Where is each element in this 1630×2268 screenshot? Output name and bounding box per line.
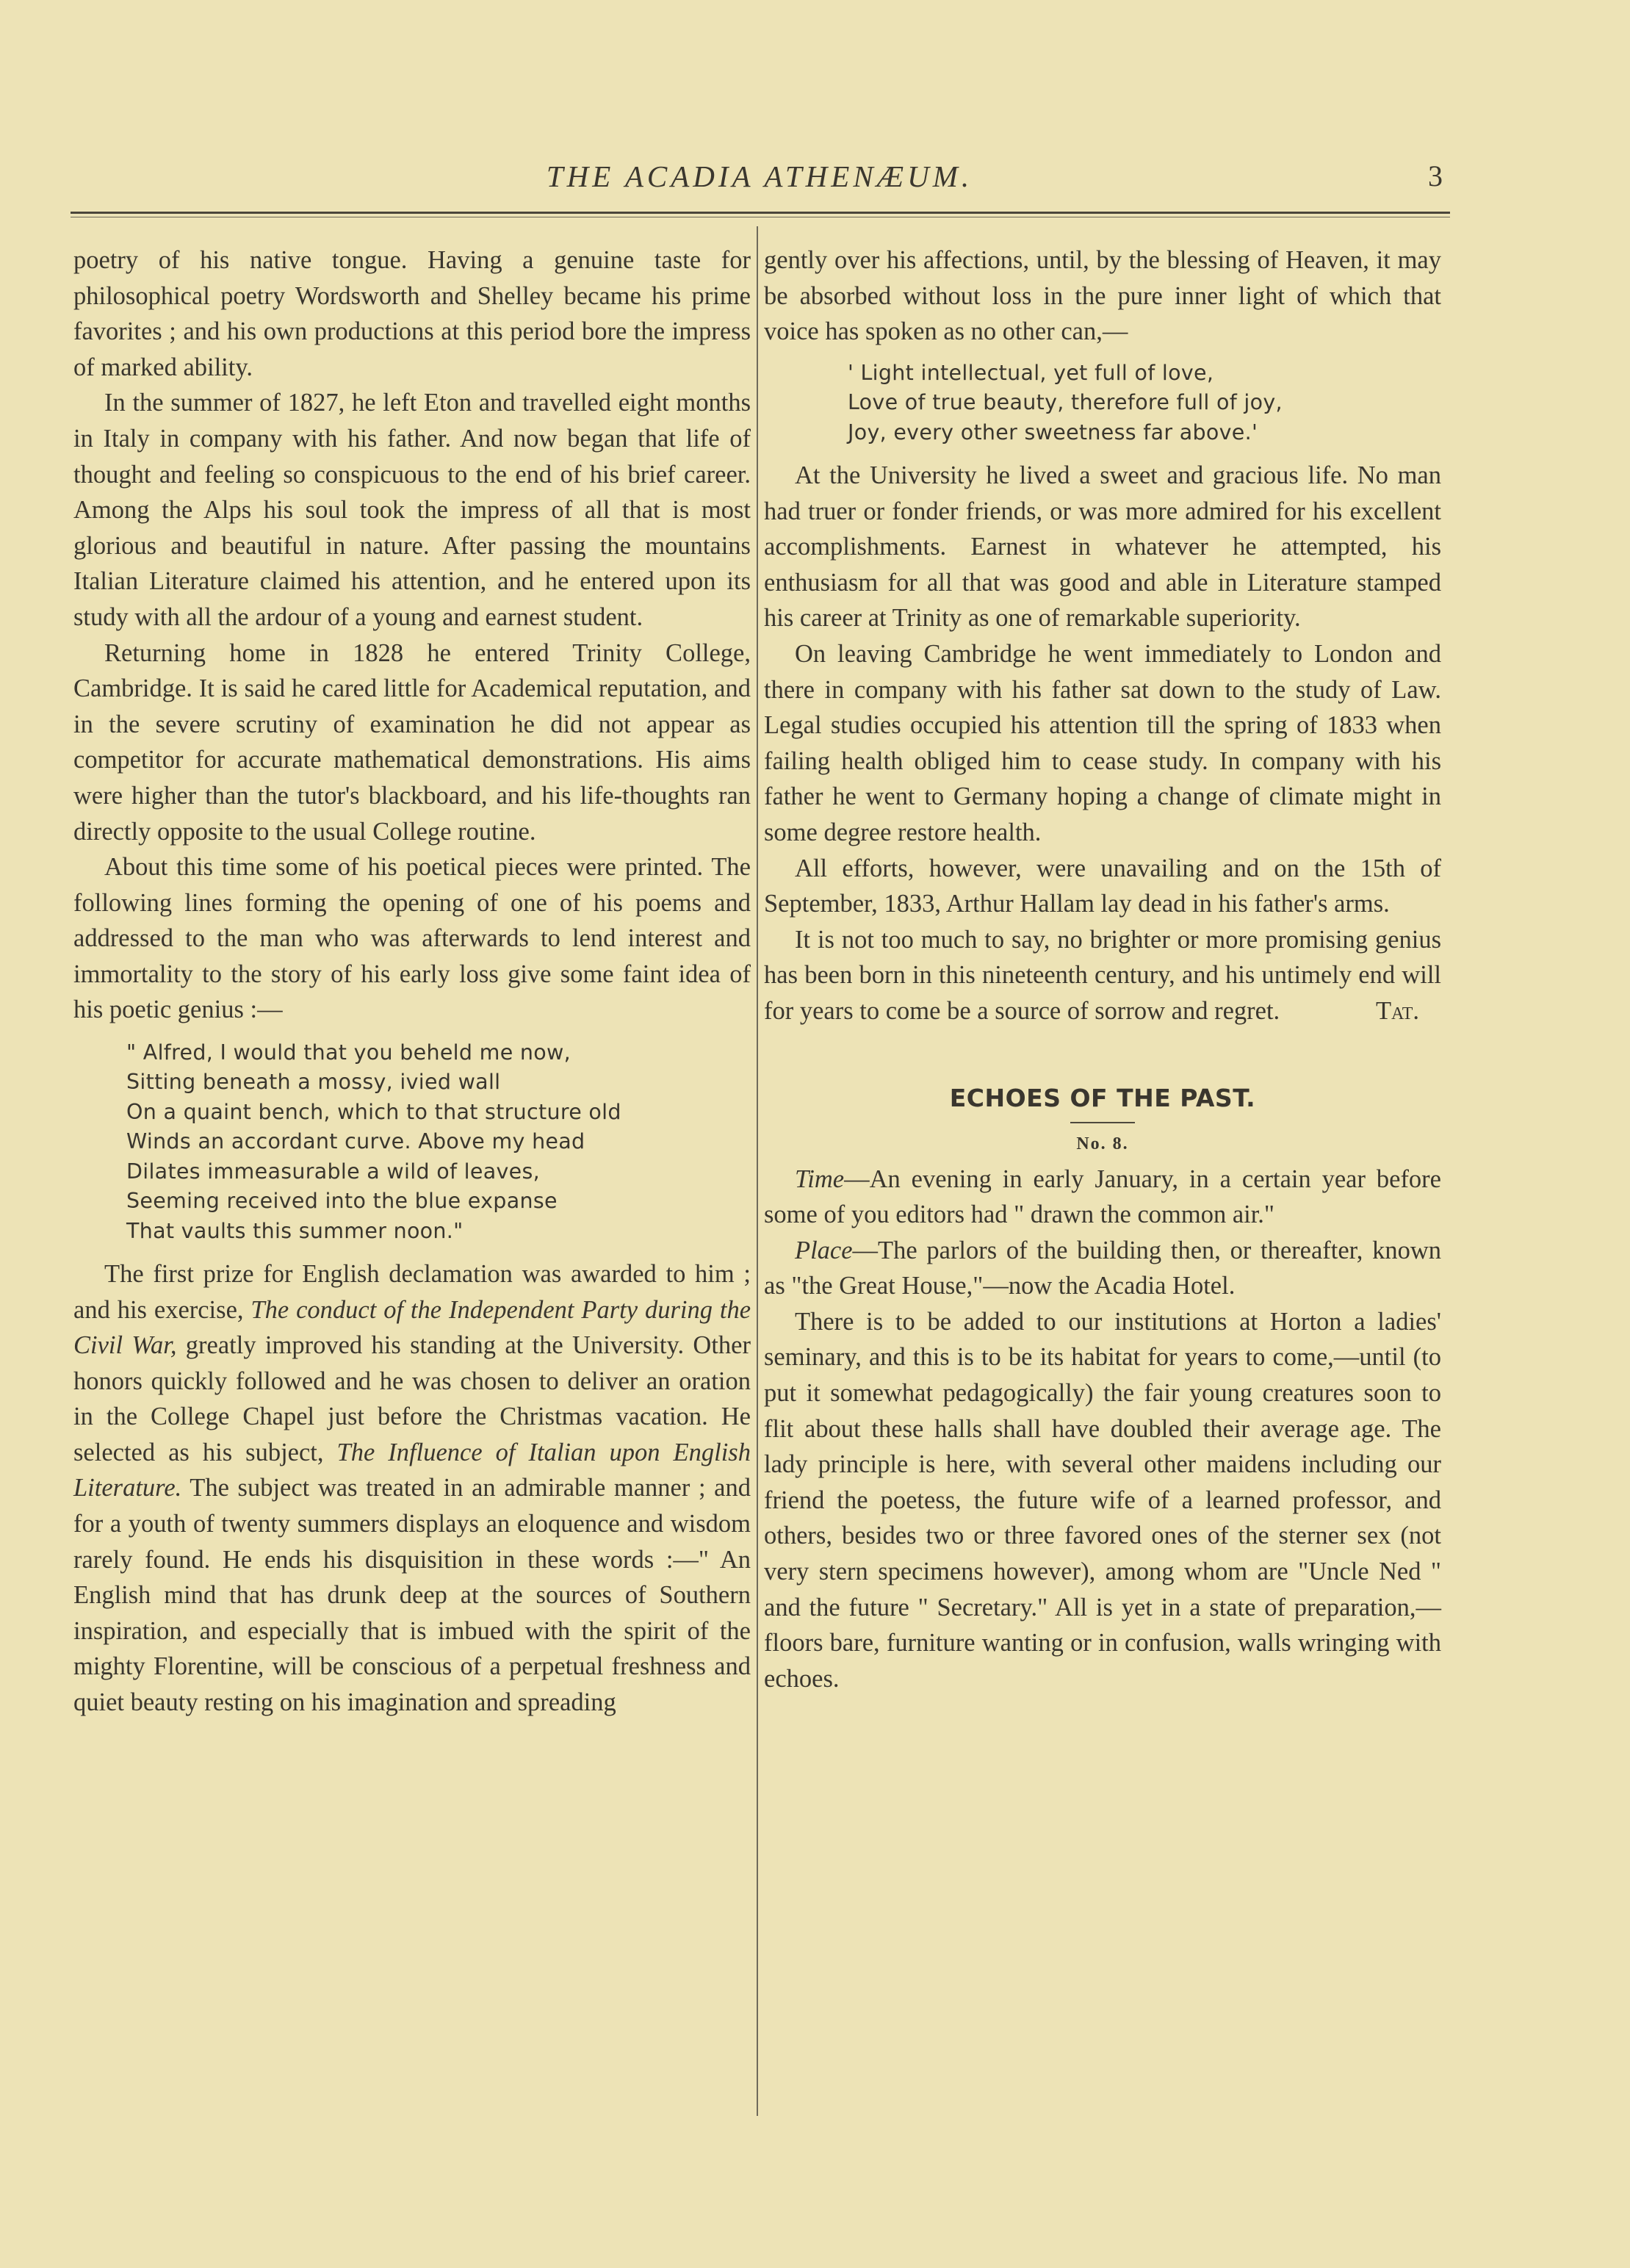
oration-subject: The Influence of Italian upon English Literature. (73, 1438, 751, 1502)
paragraph: About this time some of his poetical pieces were printed. The following lines forming the opening of one of his poems and addressed to the man who was afterwards to lend interest and immortality to the story of his early loss give some faint idea of his poetic genius :— (73, 853, 751, 1024)
paragraph (73, 1256, 751, 1721)
text-run: The first prize for English declamation was awarded to him ; and his exercise, (73, 1259, 751, 1324)
poem-line: Dilates immeasurable a wild of leaves, (126, 1159, 540, 1184)
poem-line: Sitting beneath a mossy, ivied wall (126, 1070, 501, 1095)
poem-quote (126, 1038, 751, 1246)
paragraph: In the summer of 1827, he left Eton and travelled eight months in Italy in company with his father. And now began that life of thought and feeling so conspicuous to the end of his brief career. Among the Alps his soul took the impress of all that is most glorious and beautiful in nature. After passing the mountains Italian Literature claimed his attention, and he entered upon its study with all the ardour of a young and earnest student. (73, 389, 751, 631)
right-column (764, 242, 1441, 1696)
poem-quote (848, 359, 1441, 447)
section-title: ECHOES OF THE PAST. (949, 1083, 1256, 1112)
poem-line: " Alfred, I would that you beheld me now, (126, 1040, 571, 1065)
paragraph: At the University he lived a sweet and gracious life. No man had truer or fonder friends, or was more admired for his excellent accomplishments. Earnest in whatever he attempted, his enthusiasm for all that was good and able in Literature stamped his career at Trinity as one of remarkable superiority. (764, 461, 1441, 633)
author-signature: Tat. (1375, 996, 1419, 1025)
paragraph: There is to be added to our institutions at Horton a ladies' seminary, and this is to be its habitat for years to come,—until (to put it somewhat pedagogically) the fair young creatures soon to flit about these halls shall have doubled their average age. The lady principle is here, with several other maidens including our friend the poetess, the future wife of a learned professor, and others, besides two or three favored ones of the sterner sex (not very stern specimens however), among whom are "Uncle Ned " and the future " Secretary." All is yet in a state of preparation,—floors bare, furniture wanting or in confusion, walls wringing with echoes. (764, 1307, 1441, 1693)
poem-line: Joy, every other sweetness far above.' (848, 420, 1258, 444)
poem-line: On a quaint bench, which to that structure old (126, 1099, 621, 1124)
paragraph: Returning home in 1828 he entered Trinity College, Cambridge. It is said he cared little for Academical reputation, and in the severe scrutiny of examination he did not appear as competitor for accurate mathematical demonstrations. His aims were higher than the tutor's blackboard, and his life-thoughts ran directly opposite to the usual College routine. (73, 638, 751, 846)
paragraph (764, 1233, 1441, 1304)
running-title: THE ACADIA ATHENÆUM. (546, 159, 973, 193)
section-number: No. 8. (1076, 1134, 1129, 1153)
text-run: —An evening in early January, in a certain year before some of you editors had " drawn the common air." (764, 1164, 1441, 1229)
text-run: The subject was treated in an admirable manner ; and for a youth of twenty summers displays an eloquence and wisdom rarely found. He ends his disquisition in these words :—" An English mind that has drunk deep at the sources of Southern inspiration, and especially that is imbued with the spirit of the mighty Florentine, will be conscious of a perpetual freshness and quiet beauty resting on his imagination and spreading (73, 1474, 751, 1717)
poem-line: Winds an accordant curve. Above my head (126, 1129, 585, 1154)
section-rule (1070, 1122, 1135, 1123)
essay-title: The conduct of the Independent Party during the Civil War, (73, 1295, 751, 1360)
paragraph: All efforts, however, were unavailing and on the 15th of September, 1833, Arthur Hallam lay dead in his father's arms. (764, 854, 1441, 918)
text-run: greatly improved his standing at the University. Other honors quickly followed and he was chosen to deliver an oration in the College Chapel just before the Christmas vacation. He selected as his subject, (73, 1331, 751, 1466)
text-run: It is not too much to say, no brighter or more promising genius has been born in this nineteenth century, and his untimely end will for years to come be a source of sorrow and regret. (764, 925, 1441, 1025)
paragraph: gently over his affections, until, by the blessing of Heaven, it may be absorbed without loss in the pure inner light of which that voice has spoken as no other can,— (764, 246, 1441, 346)
column-divider (757, 226, 758, 2116)
paragraph (764, 1162, 1441, 1233)
poem-line: Seeming received into the blue expanse (126, 1189, 558, 1214)
paragraph: On leaving Cambridge he went immediately to London and there in company with his father sat down to the study of Law. Legal studies occupied his attention till the spring of 1833 when failing health obliged him to cease study. In company with his father he went to Germany hoping a change of climate might in some degree restore health. (764, 639, 1441, 846)
poem-line: Love of true beauty, therefore full of joy, (848, 390, 1283, 415)
text-run: —The parlors of the building then, or thereafter, known as "the Great House,"—now the Acadia Hotel. (764, 1236, 1441, 1300)
poem-line: ' Light intellectual, yet full of love, (848, 360, 1214, 385)
paragraph: poetry of his native tongue. Having a genuine taste for philosophical poetry Wordsworth and Shelley became his prime favorites ; and his own productions at this period bore the impress of marked ability. (73, 246, 751, 381)
left-column (73, 242, 751, 1721)
poem-line: That vaults this summer noon." (126, 1218, 464, 1243)
page-header (71, 153, 1449, 204)
page-number: 3 (1428, 159, 1443, 192)
paragraph (764, 922, 1441, 1029)
header-rule (71, 212, 1450, 217)
place-label: Place (795, 1236, 853, 1264)
time-label: Time (795, 1164, 845, 1193)
